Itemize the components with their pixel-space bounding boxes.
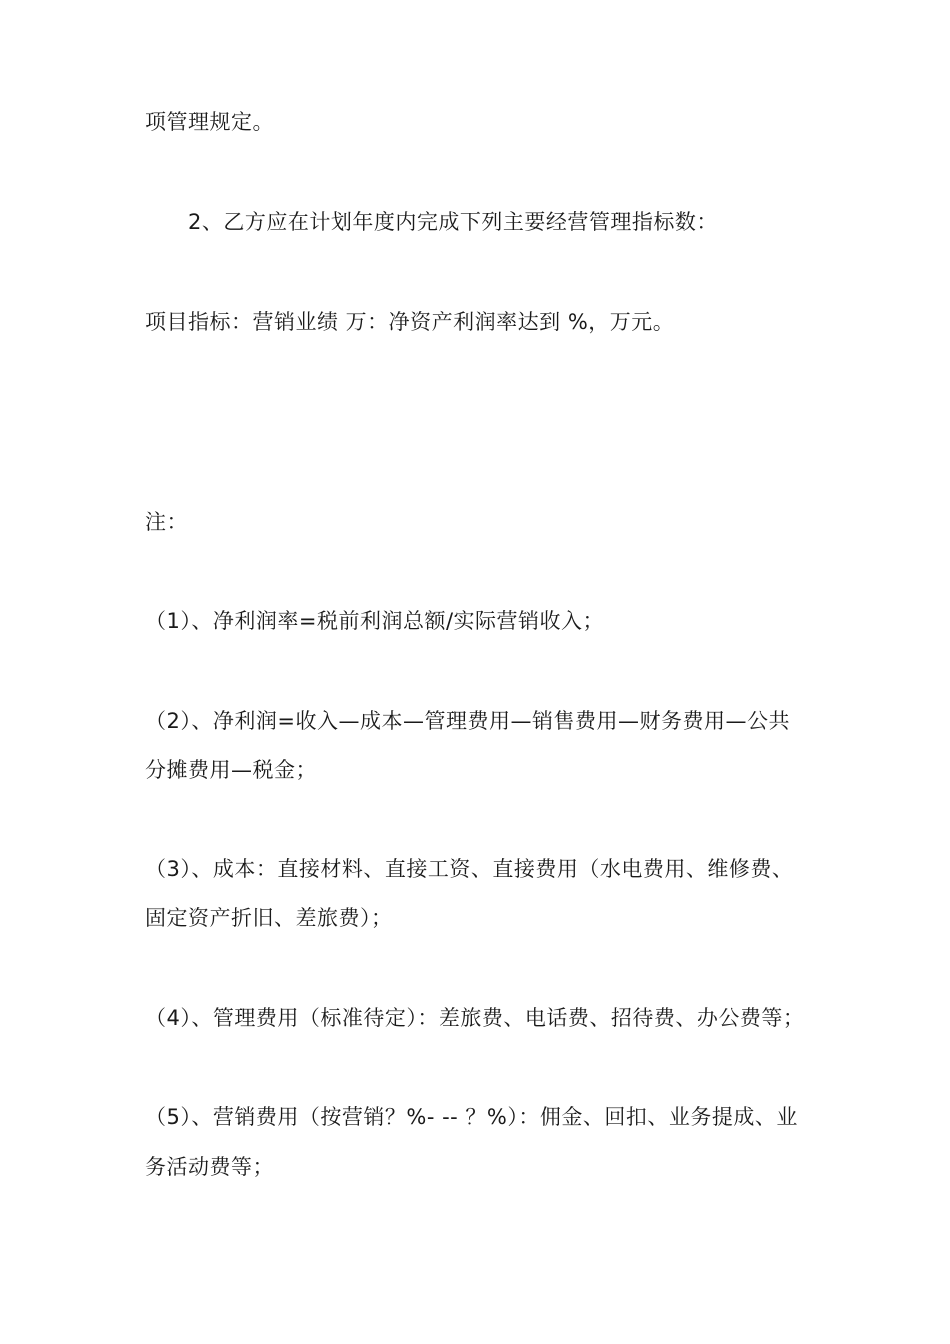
note-item-4: （4）、管理费用（标准待定）：差旅费、电话费、招待费、办公费等； xyxy=(145,1006,805,1030)
note-item-5-line-2: 务活动费等； xyxy=(145,1155,274,1179)
note-heading: 注： xyxy=(145,510,188,534)
note-item-2-line-1: （2）、净利润=收入—成本—管理费用—销售费用—财务费用—公共 xyxy=(145,709,790,733)
paragraph-line-continuation: 项管理规定。 xyxy=(145,110,274,134)
note-item-3-line-2: 固定资产折旧、差旅费）； xyxy=(145,906,393,930)
note-item-1: （1）、净利润率=税前利润总额/实际营销收入； xyxy=(145,609,605,633)
note-item-5-line-1: （5）、营销费用（按营销？%- -- ？%）：佣金、回扣、业务提成、业 xyxy=(145,1105,798,1129)
paragraph-item-2: 2、乙方应在计划年度内完成下列主要经营管理指标数： xyxy=(188,210,718,234)
note-item-2-line-2: 分摊费用—税金； xyxy=(145,758,317,782)
project-indicators-line: 项目指标：营销业绩 万：净资产利润率达到 %，万元。 xyxy=(145,310,675,334)
note-item-3-line-1: （3）、成本：直接材料、直接工资、直接费用（水电费用、维修费、 xyxy=(145,857,794,881)
